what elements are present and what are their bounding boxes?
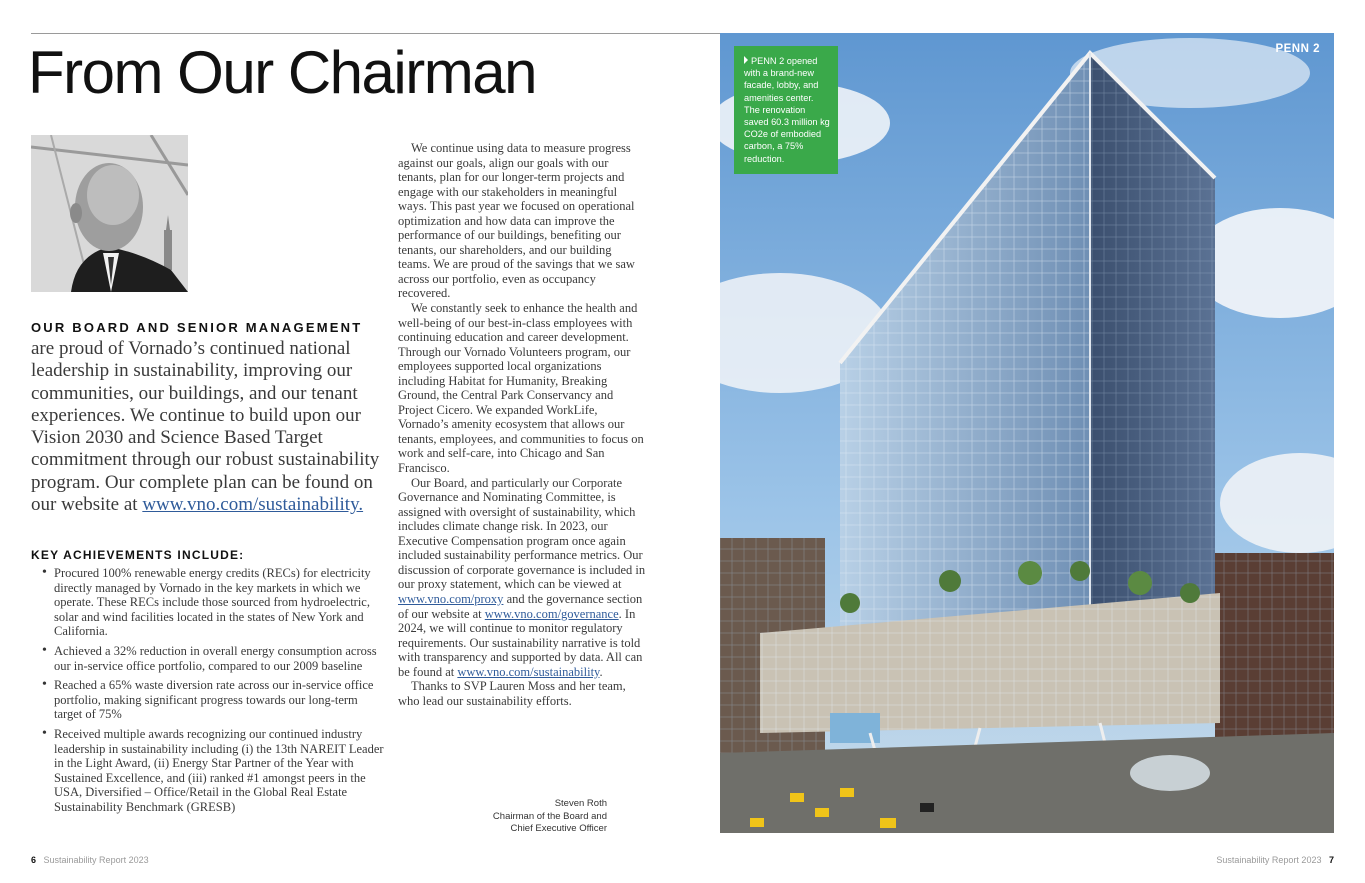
play-arrow-icon [744, 56, 748, 64]
proxy-link[interactable]: www.vno.com/proxy [398, 591, 504, 606]
footer-left-text: Sustainability Report 2023 [43, 855, 149, 865]
chairman-portrait [31, 135, 188, 292]
body-paragraph-2: We constantly seek to enhance the health and well-being of our best-in-class employees with continuing education and career development. Through our Vornado Volunteers program, our employees supported local organizations including Habitat for Humanity, Breaking Ground, the Central Park Conservancy and Project Cicero. We expanded WorkLife, Vornado’s amenity ecosystem that allows our tenants, employees, and communities to focus on work and self-care, into Chicago and San Francisco. [398, 301, 644, 476]
key-achievements-heading: KEY ACHIEVEMENTS INCLUDE: [31, 548, 245, 562]
body-paragraph-1: We continue using data to measure progress against our goals, align our goals with our tenants, plan for our longer-term projects and engage with our stakeholders in meaningful ways. This past year we focused on operational optimization and how data can improve the performance of our buildings, benefiting our tenants, our shareholders, and our building teams. We are proud of the savings that we saw across our portfolio, even as occupancy recovered. [398, 141, 635, 301]
key-achievements-list [42, 566, 387, 820]
photo-label: PENN 2 [1275, 43, 1320, 55]
sustainability-link[interactable]: www.vno.com/sustainability. [142, 494, 364, 516]
penn2-building-photo [720, 33, 1334, 833]
body-column [398, 141, 646, 708]
signature-name: Steven Roth [554, 798, 607, 809]
body-text: Our Board, and particularly our Corporate Governance and Nominating Committee, is assigned with oversight of sustainability, which includes climate change risk. In 2023, our Executive Compensation program once again included sustainability performance metrics. Our discussion of corporate governance is included in our proxy statement, which can be viewed at [398, 475, 646, 592]
intro-paragraph [31, 338, 393, 516]
board-heading: OUR BOARD AND SENIOR MANAGEMENT [31, 320, 363, 335]
page-number-right: 7 [1328, 855, 1334, 865]
page-title: From Our Chairman [28, 39, 536, 106]
achievement-item: • Achieved a 32% reduction in overall energy consumption across our in-service office portfolio, compared to our 2009 baseline [42, 644, 387, 673]
body-text: . In 2024, we will continue to monitor regulatory requirements. Our sustainability narrative is told with transparency and supported by data. All can be found at [398, 606, 643, 679]
page-number-left: 6 [31, 855, 37, 865]
footer-left [31, 855, 149, 865]
callout-text: PENN 2 opened with a brand-new facade, lobby, and amenities center. The renovation saved 60.3 million kg CO2e of embodied carbon, a 75% reduction. [744, 56, 830, 164]
sustainability-link-2[interactable]: www.vno.com/sustainability [457, 664, 600, 679]
intro-text: are proud of Vornado’s continued national leadership in sustainability, improving our communities, our buildings, and our tenant experiences. We continue to build upon our Vision 2030 and Science Based Target commitment through our robust sustainability program. Our complete plan can be found on our website at [31, 338, 380, 516]
body-text: and the governance section of our website at [398, 591, 643, 621]
top-rule [31, 33, 720, 34]
signature-role-2: Chief Executive Officer [510, 823, 607, 834]
body-text: . [599, 664, 603, 679]
governance-link[interactable]: www.vno.com/governance [484, 606, 619, 621]
photo-callout [734, 46, 838, 174]
achievement-item: • Reached a 65% waste diversion rate across our in-service office portfolio, making significant progress towards our long-term target of 75% [42, 678, 387, 722]
footer-right [1216, 855, 1334, 865]
signature-block [437, 798, 607, 836]
achievement-item: • Procured 100% renewable energy credits (RECs) for electricity directly managed by Vornado in the key markets in which we operate. These RECs include those sourced from hydroelectric, solar and wind facilities located in the states of New York and California. [42, 566, 387, 639]
signature-role-1: Chairman of the Board and [492, 810, 607, 822]
footer-right-text: Sustainability Report 2023 [1216, 855, 1322, 865]
achievement-item: • Received multiple awards recognizing our continued industry leadership in sustainability including (i) the 13th NAREIT Leader in the Light Award, (ii) Energy Star Partner of the Year with Sustained Excellence, and (iii) ranked #1 amongst peers in the USA, Diversified – Office/Retail in the Global Real Estate Sustainability Benchmark (GRESB) [42, 727, 387, 815]
body-paragraph-4: Thanks to SVP Lauren Moss and her team, who lead our sustainability efforts. [398, 679, 626, 708]
body-paragraph-3 [398, 476, 646, 680]
